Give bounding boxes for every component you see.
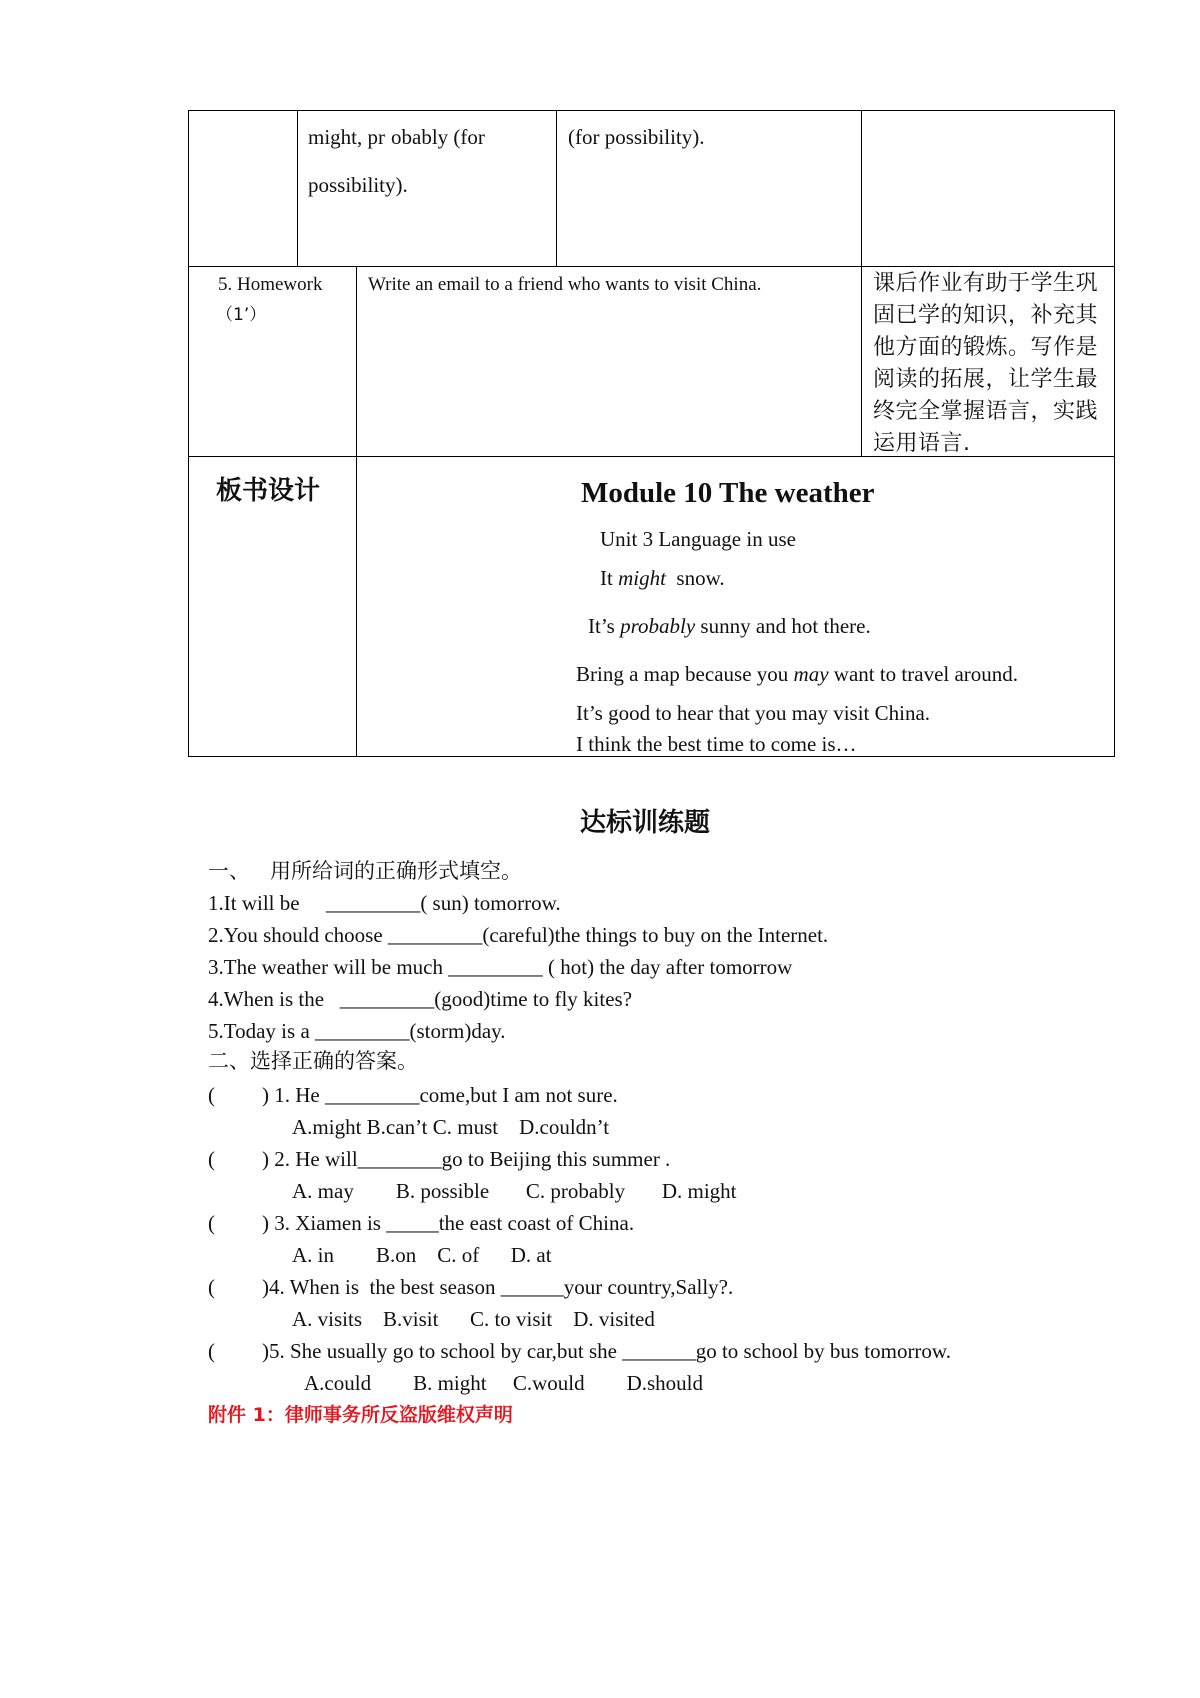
q3-options: A. in B.on C. of D. at	[292, 1243, 552, 1267]
board-line-5: I think the best time to come is…	[576, 732, 857, 756]
row1-col2-line2: possibility).	[308, 173, 408, 197]
row1-col-divider-a	[297, 110, 298, 266]
board-line-2-b: probably	[620, 614, 696, 638]
q4-question: )4. When is the best season ______your country,Sally?.	[262, 1275, 734, 1299]
q2-options: A. may B. possible C. probably D. might	[292, 1179, 737, 1203]
table-border-top	[188, 110, 1115, 111]
row1-col-divider-c	[861, 110, 862, 266]
q5-paren: (	[208, 1339, 215, 1363]
board-line-1-c: snow.	[665, 566, 725, 590]
board-line-3-c: want to travel around.	[828, 662, 1019, 686]
table-border-right	[1114, 110, 1115, 756]
q5-options: A.could B. might C.would D.should	[304, 1371, 704, 1395]
homework-time: （1’）	[216, 305, 267, 325]
board-line-3-b: may	[793, 662, 829, 686]
row1-col2-text-b: obably (for	[391, 125, 485, 149]
q3-question: ) 3. Xiamen is _____the east coast of China.	[262, 1211, 635, 1235]
board-line-3	[576, 661, 1018, 687]
appendix-note: 附件 1：律师事务所反盗版维权声明	[208, 1404, 513, 1426]
board-line-1-a: It	[600, 566, 619, 590]
row2-col-divider-b	[861, 266, 862, 456]
row3-col-divider	[356, 456, 357, 756]
homework-purpose: 课后作业有助于学生巩固已学的知识，补充其他方面的锻炼。写作是阅读的拓展，让学生最终完全掌握语言，实践运用语言.	[873, 271, 1099, 456]
board-unit: Unit 3 Language in use	[600, 527, 796, 551]
part1-item-5: 5.Today is a _________(storm)day.	[208, 1019, 506, 1043]
part2-title: 二、选择正确的答案。	[208, 1049, 418, 1073]
part1-item-2: 2.You should choose _________(careful)the things to buy on the Internet.	[208, 923, 829, 947]
board-line-1	[600, 565, 725, 591]
q2-paren: (	[208, 1147, 215, 1171]
part1-item-1: 1.It will be _________( sun) tomorrow.	[208, 891, 561, 915]
board-line-2	[588, 613, 871, 639]
q1-question: ) 1. He _________come,but I am not sure.	[262, 1083, 618, 1107]
exercises-heading: 达标训练题	[580, 808, 711, 838]
q5-question: )5. She usually go to school by car,but she _______go to school by bus tomorrow.	[262, 1339, 951, 1363]
table-border-left	[188, 110, 189, 756]
homework-task: Write an email to a friend who wants to visit China.	[368, 274, 762, 295]
q4-paren: (	[208, 1275, 215, 1299]
table-row-divider-1	[188, 266, 1115, 267]
part1-item-4: 4.When is the _________(good)time to fly kites?	[208, 987, 633, 1011]
board-line-1-b: might	[618, 566, 666, 590]
row1-col3-text: (for possibility).	[568, 125, 705, 149]
q1-options: A.might B.can’t C. must D.couldn’t	[292, 1115, 610, 1139]
part1-item-3: 3.The weather will be much _________ ( hot) the day after tomorrow	[208, 955, 793, 979]
board-line-2-c: sunny and hot there.	[695, 614, 871, 638]
row1-col2-text-a: might, pr	[308, 125, 385, 149]
q4-options: A. visits B.visit C. to visit D. visited	[292, 1307, 655, 1331]
board-title: Module 10 The weather	[581, 477, 875, 509]
q3-paren: (	[208, 1211, 215, 1235]
row1-col2-line1	[308, 124, 485, 150]
board-line-3-a: Bring a map because you	[576, 662, 794, 686]
q1-paren: (	[208, 1083, 215, 1107]
board-line-4: It’s good to hear that you may visit China.	[576, 701, 931, 725]
board-design-label: 板书设计	[216, 476, 321, 506]
row2-col-divider-a	[356, 266, 357, 456]
part1-title: 一、 用所给词的正确形式填空。	[208, 859, 523, 883]
q2-question: ) 2. He will________go to Beijing this summer .	[262, 1147, 671, 1171]
homework-step: 5. Homework	[218, 274, 323, 295]
board-line-2-a: It’s	[588, 614, 621, 638]
row1-col-divider-b	[556, 110, 557, 266]
